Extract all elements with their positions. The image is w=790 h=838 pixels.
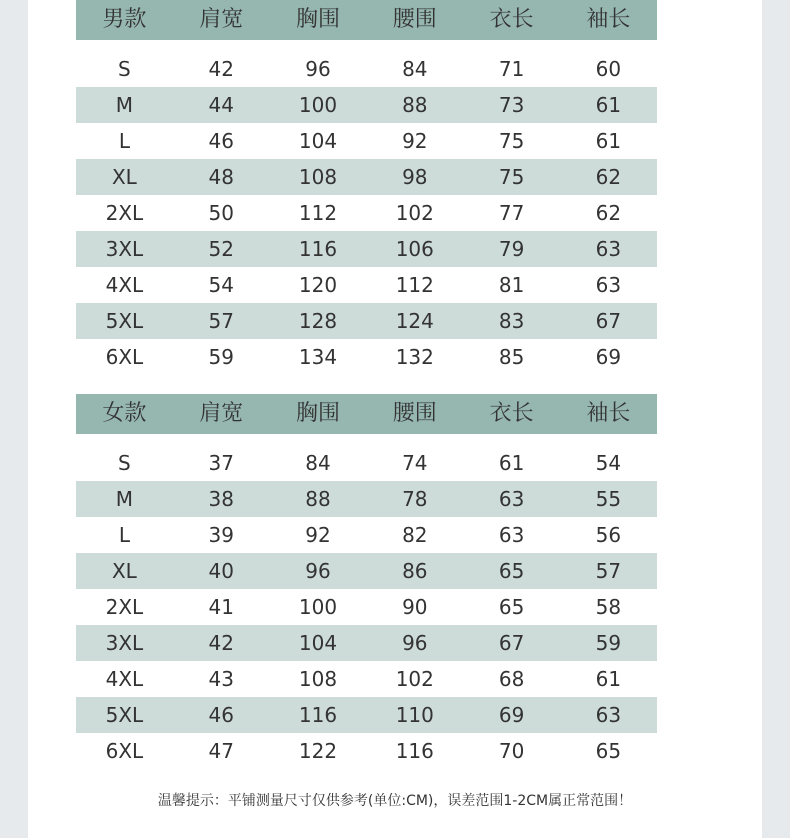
women-size-table	[76, 394, 657, 769]
measurement-cell: 50	[208, 201, 234, 225]
header-cell: 腰围	[392, 401, 437, 426]
measurement-cell: 88	[402, 93, 428, 117]
measurement-cell: 88	[305, 487, 331, 511]
header-cell: 衣长	[489, 401, 534, 426]
measurement-cell: 41	[208, 595, 234, 619]
table-row	[76, 733, 657, 769]
measurement-cell: 116	[298, 703, 338, 727]
measurement-cell: 96	[305, 57, 331, 81]
measurement-cell: 63	[498, 487, 525, 511]
women-table-header	[76, 394, 657, 434]
table-row	[76, 159, 657, 195]
measurement-cell: 102	[395, 667, 434, 691]
size-label-cell: 6XL	[105, 739, 144, 763]
measurement-cell: 69	[595, 345, 622, 369]
measurement-cell: 102	[395, 201, 434, 225]
size-label-cell: 6XL	[105, 345, 144, 369]
measurement-cell: 98	[402, 165, 428, 189]
table-row	[76, 625, 657, 661]
men-size-table	[76, 0, 657, 375]
size-label-cell: 3XL	[105, 237, 144, 261]
measurement-cell: 61	[595, 93, 622, 117]
measurement-cell: 57	[208, 309, 234, 333]
measurement-cell: 44	[208, 93, 234, 117]
measurement-cell: 92	[305, 523, 331, 547]
header-cell: 袖长	[586, 7, 631, 32]
table-row	[76, 231, 657, 267]
header-cell: 女款	[102, 401, 147, 426]
measurement-cell: 62	[595, 201, 622, 225]
table-row	[76, 445, 657, 481]
table-row	[76, 87, 657, 123]
measurement-cell: 63	[595, 237, 622, 261]
measurement-cell: 47	[208, 739, 234, 763]
size-label-cell: 5XL	[105, 703, 144, 727]
measurement-cell: 67	[595, 309, 622, 333]
measurement-cell: 82	[402, 523, 428, 547]
measurement-cell: 90	[402, 595, 428, 619]
measurement-cell: 37	[208, 451, 234, 475]
header-cell: 胸围	[295, 401, 340, 426]
table-row	[76, 51, 657, 87]
measurement-cell: 70	[498, 739, 525, 763]
measurement-cell: 100	[298, 595, 338, 619]
measurement-cell: 59	[595, 631, 622, 655]
measurement-cell: 122	[298, 739, 338, 763]
measurement-cell: 116	[395, 739, 434, 763]
table-row	[76, 195, 657, 231]
measurement-cell: 92	[402, 129, 428, 153]
measurement-cell: 112	[298, 201, 338, 225]
size-label-cell: XL	[111, 559, 137, 583]
size-label-cell: M	[115, 93, 134, 117]
measurement-cell: 132	[395, 345, 434, 369]
measurement-cell: 100	[298, 93, 338, 117]
size-label-cell: M	[115, 487, 134, 511]
measurement-cell: 54	[595, 451, 622, 475]
header-cell: 肩宽	[199, 7, 244, 32]
header-cell: 胸围	[295, 7, 340, 32]
table-row	[76, 481, 657, 517]
measurement-cell: 110	[395, 703, 434, 727]
size-label-cell: L	[118, 129, 130, 153]
measurement-cell: 46	[208, 129, 234, 153]
measurement-cell: 96	[305, 559, 331, 583]
measurement-cell: 86	[402, 559, 428, 583]
measurement-cell: 43	[208, 667, 234, 691]
size-label-cell: L	[118, 523, 130, 547]
measurement-cell: 84	[305, 451, 331, 475]
measurement-cell: 42	[208, 631, 234, 655]
measurement-cell: 74	[402, 451, 428, 475]
table-row	[76, 661, 657, 697]
measurement-cell: 85	[498, 345, 525, 369]
measurement-cell: 61	[595, 129, 622, 153]
measurement-cell: 48	[208, 165, 234, 189]
header-cell: 衣长	[489, 7, 534, 32]
measurement-cell: 69	[498, 703, 525, 727]
size-label-cell: XL	[111, 165, 137, 189]
size-label-cell: 2XL	[105, 201, 144, 225]
header-cell: 腰围	[392, 7, 437, 32]
measurement-cell: 67	[498, 631, 525, 655]
measurement-cell: 83	[498, 309, 525, 333]
size-label-cell: 4XL	[105, 667, 144, 691]
size-label-cell: 3XL	[105, 631, 144, 655]
measurement-cell: 96	[402, 631, 428, 655]
measurement-cell: 61	[498, 451, 525, 475]
measurement-cell: 124	[395, 309, 434, 333]
measurement-cell: 60	[595, 57, 622, 81]
size-label-cell: S	[118, 451, 131, 475]
measurement-cell: 55	[595, 487, 622, 511]
measurement-cell: 39	[208, 523, 234, 547]
measurement-cell: 61	[595, 667, 622, 691]
measurement-cell: 128	[298, 309, 338, 333]
measurement-cell: 65	[498, 559, 525, 583]
size-label-cell: 2XL	[105, 595, 144, 619]
table-row	[76, 553, 657, 589]
measurement-cell: 54	[208, 273, 234, 297]
measurement-cell: 38	[208, 487, 234, 511]
measurement-cell: 52	[208, 237, 234, 261]
measurement-cell: 84	[402, 57, 428, 81]
size-label-cell: 4XL	[105, 273, 144, 297]
table-row	[76, 517, 657, 553]
measurement-cell: 65	[498, 595, 525, 619]
table-row	[76, 303, 657, 339]
measurement-cell: 63	[595, 273, 622, 297]
measurement-cell: 46	[208, 703, 234, 727]
table-row	[76, 589, 657, 625]
measurement-cell: 59	[208, 345, 234, 369]
size-label-cell: S	[118, 57, 131, 81]
measurement-cell: 65	[595, 739, 622, 763]
measurement-cell: 106	[395, 237, 434, 261]
measurement-cell: 73	[498, 93, 525, 117]
measurement-cell: 77	[498, 201, 525, 225]
men-table-header	[76, 0, 657, 40]
size-label-cell: 5XL	[105, 309, 144, 333]
measurement-cell: 81	[498, 273, 525, 297]
measurement-cell: 42	[208, 57, 234, 81]
header-cell: 肩宽	[199, 401, 244, 426]
measurement-cell: 57	[595, 559, 622, 583]
measurement-cell: 40	[208, 559, 234, 583]
measurement-cell: 116	[298, 237, 338, 261]
measurement-cell: 104	[298, 631, 338, 655]
table-row	[76, 123, 657, 159]
measurement-cell: 79	[498, 237, 525, 261]
measurement-cell: 63	[595, 703, 622, 727]
measurement-note: 温馨提示：平铺测量尺寸仅供参考(单位:CM)，误差范围1-2CM属正常范围！	[157, 793, 633, 809]
measurement-cell: 108	[298, 667, 338, 691]
measurement-cell: 104	[298, 129, 338, 153]
table-row	[76, 267, 657, 303]
measurement-cell: 75	[498, 129, 525, 153]
measurement-cell: 120	[298, 273, 338, 297]
table-row	[76, 339, 657, 375]
header-cell: 男款	[102, 7, 147, 32]
measurement-cell: 56	[595, 523, 622, 547]
measurement-cell: 112	[395, 273, 434, 297]
header-cell: 袖长	[586, 401, 631, 426]
measurement-cell: 71	[498, 57, 525, 81]
measurement-cell: 63	[498, 523, 525, 547]
measurement-cell: 134	[298, 345, 338, 369]
measurement-cell: 108	[298, 165, 338, 189]
measurement-cell: 58	[595, 595, 622, 619]
measurement-cell: 78	[402, 487, 428, 511]
measurement-cell: 62	[595, 165, 622, 189]
measurement-cell: 75	[498, 165, 525, 189]
table-row	[76, 697, 657, 733]
measurement-cell: 68	[498, 667, 525, 691]
